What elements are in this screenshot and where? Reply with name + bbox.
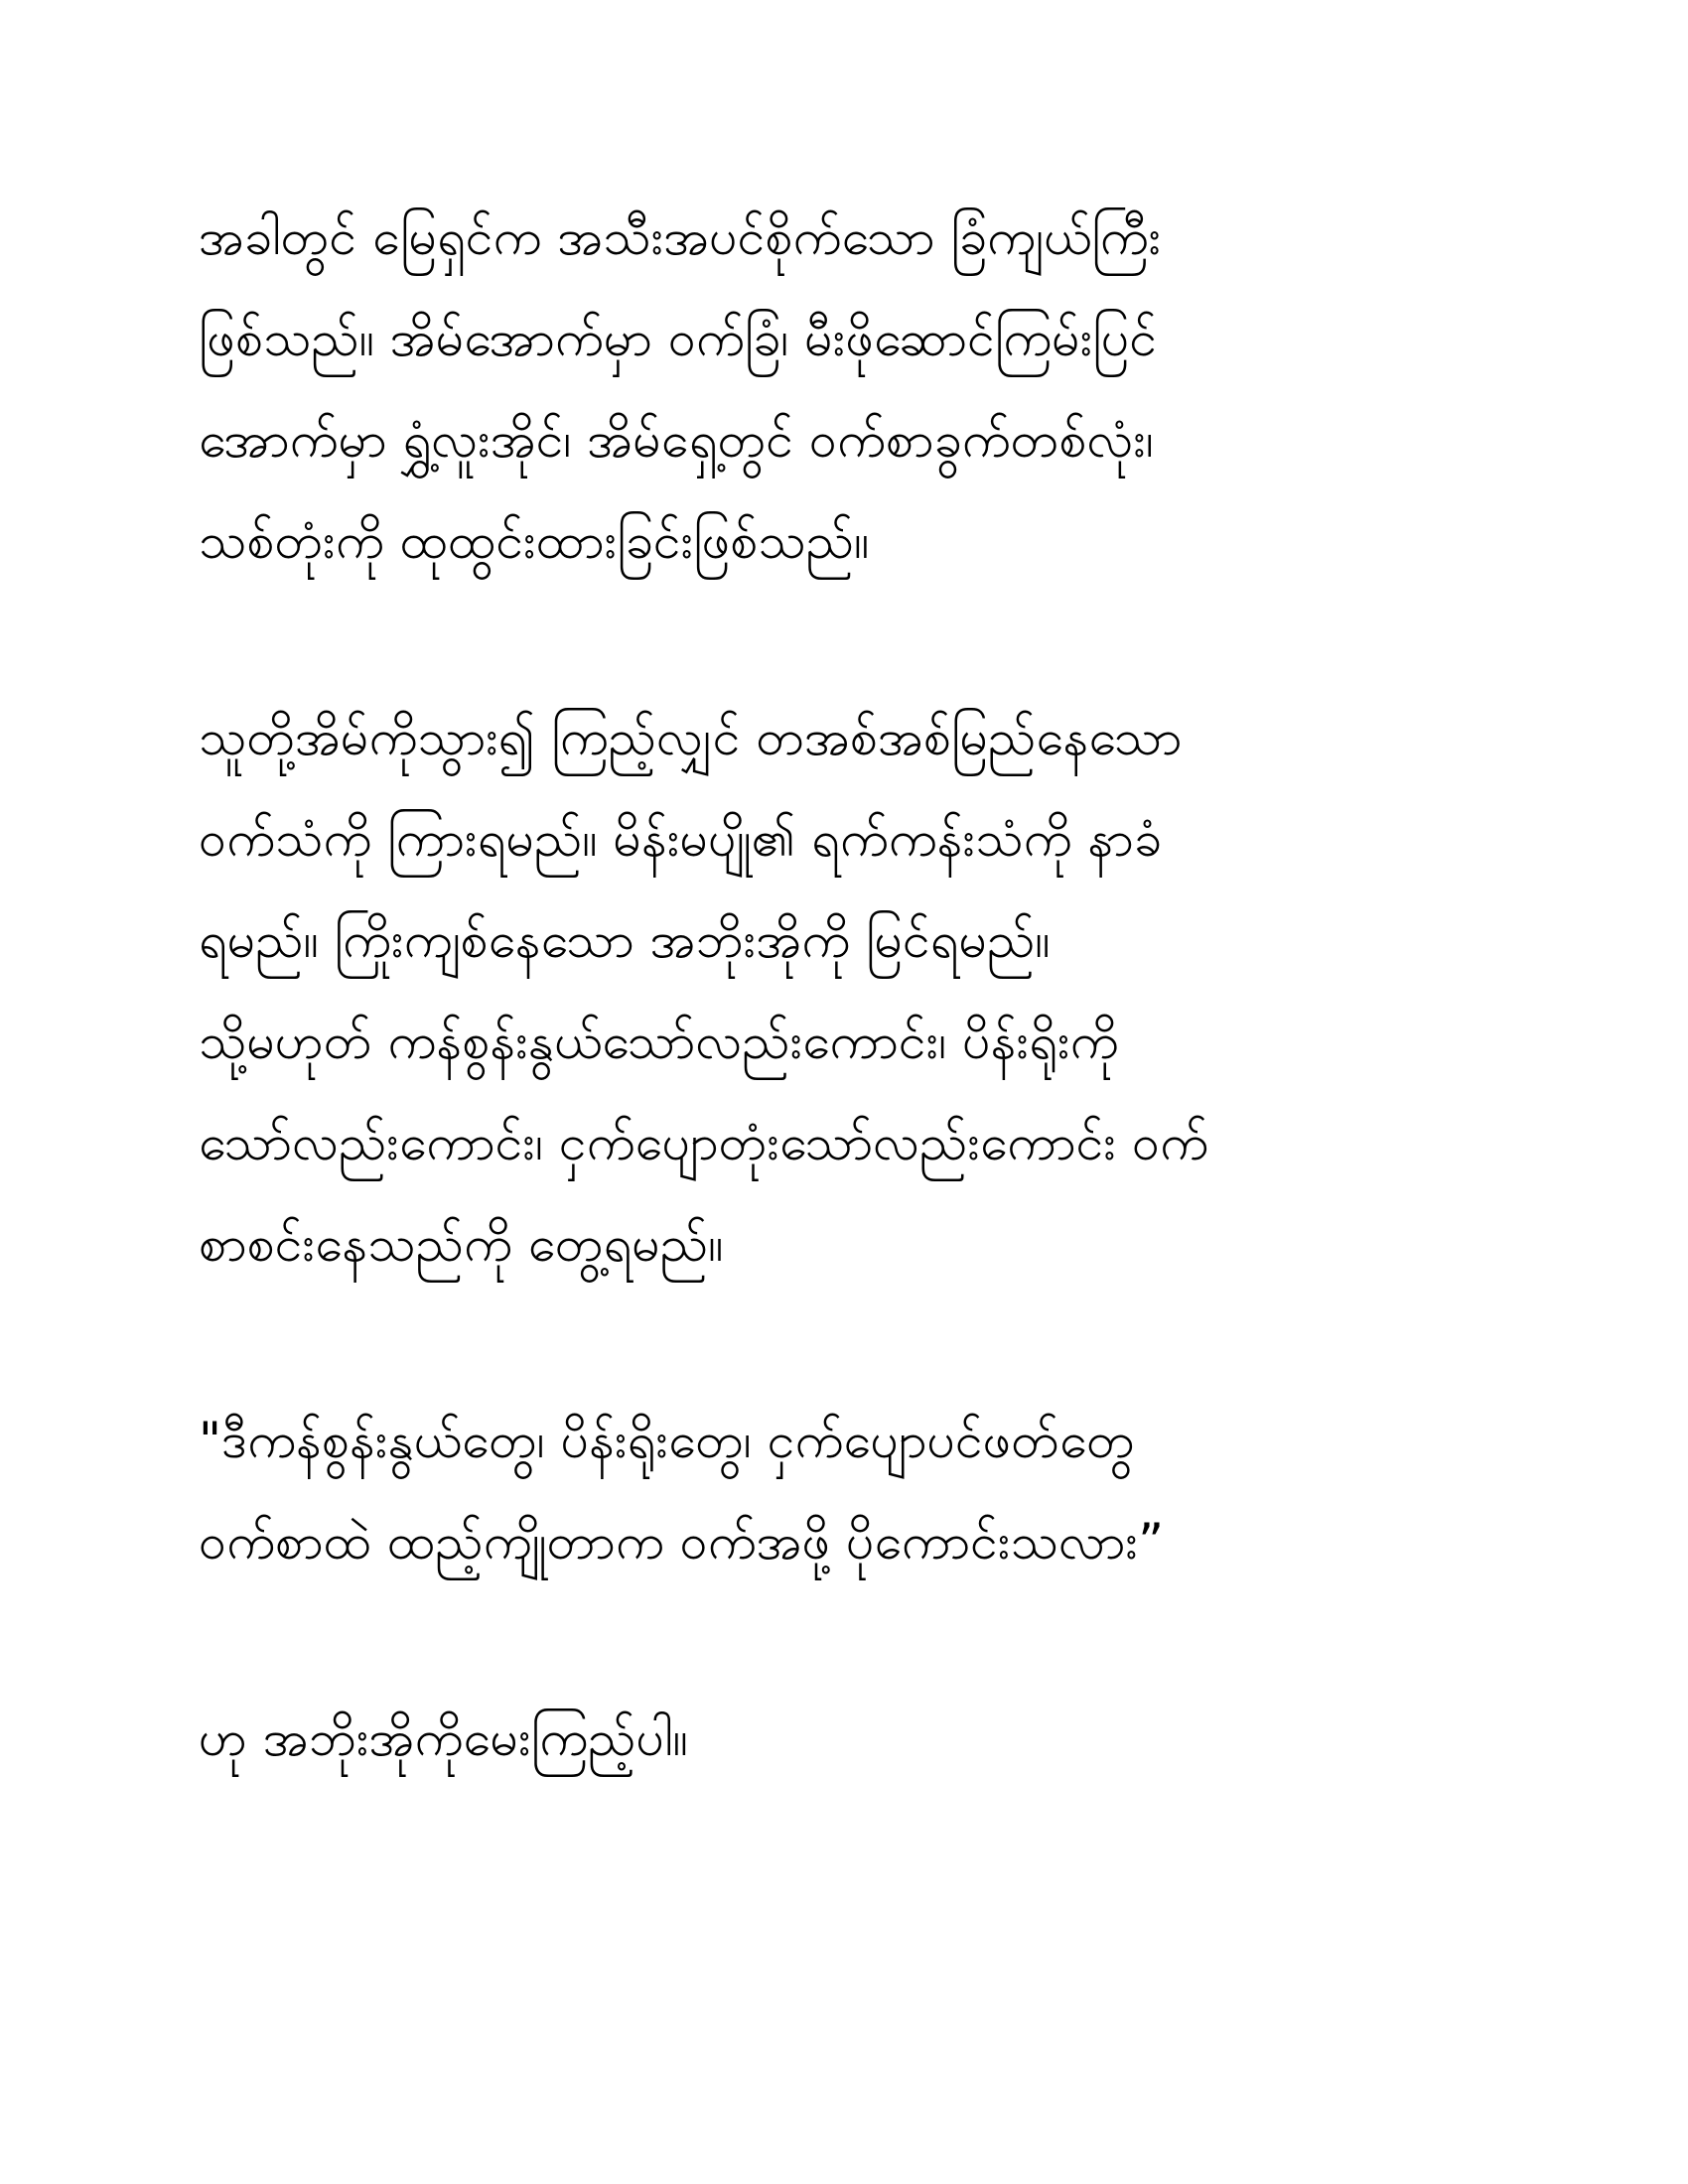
paragraph [199, 1688, 1489, 1789]
text-line: သူတို့အိမ်ကိုသွား၍ ကြည့်လျှင် တအစ်အစ်မြည်နေသော [199, 709, 1183, 766]
paragraph [199, 187, 1489, 592]
text-line: ဝက်သံကို ကြားရမည်။ မိန်းမပျို၏ ရက်ကန်းသံကို နာခံ [199, 810, 1162, 868]
text-line: သစ်တုံးကို ထုထွင်းထားခြင်းဖြစ်သည်။ [199, 512, 870, 570]
text-line: သော်လည်းကောင်း၊ ငှက်ပျောတုံးသော်လည်းကောင်း ဝက် [199, 1114, 1208, 1171]
text-line: ရမည်။ ကြိုးကျစ်နေသော အဘိုးအိုကို မြင်ရမည်။ [199, 911, 1051, 969]
text-line: ဖြစ်သည်။ အိမ်အောက်မှာ ဝက်ခြံ၊ မီးဖိုဆောင်ကြမ်းပြင် [199, 310, 1158, 367]
paragraph [199, 687, 1489, 1295]
text-line: စာစင်းနေသည်ကို တွေ့ရမည်။ [199, 1215, 724, 1273]
text-line: အောက်မှာ ရွှံ့လူးအိုင်၊ အိမ်ရှေ့တွင် ဝက်စာခွက်တစ်လုံး၊ [199, 411, 1154, 469]
text-line: "ဒီကန်စွန်းနွယ်တွေ၊ ပိန်းရိုးတွေ၊ ငှက်ပျောပင်ဖတ်တွေ [199, 1412, 1135, 1469]
text-line: သို့မဟုတ် ကန်စွန်းနွယ်သော်လည်းကောင်း၊ ပိန်းရိုးကို [199, 1013, 1119, 1070]
text-line: အခါတွင် မြေရှင်က အသီးအပင်စိုက်သော ခြံကျယ်ကြီး [199, 208, 1162, 266]
text-line: ဟု အဘိုးအိုကိုမေးကြည့်ပါ။ [199, 1709, 688, 1767]
paragraph [199, 1390, 1489, 1592]
text-line: ဝက်စာထဲ ထည့်ကျိုတာက ဝက်အဖို့ ပိုကောင်းသလား” [199, 1513, 1164, 1570]
